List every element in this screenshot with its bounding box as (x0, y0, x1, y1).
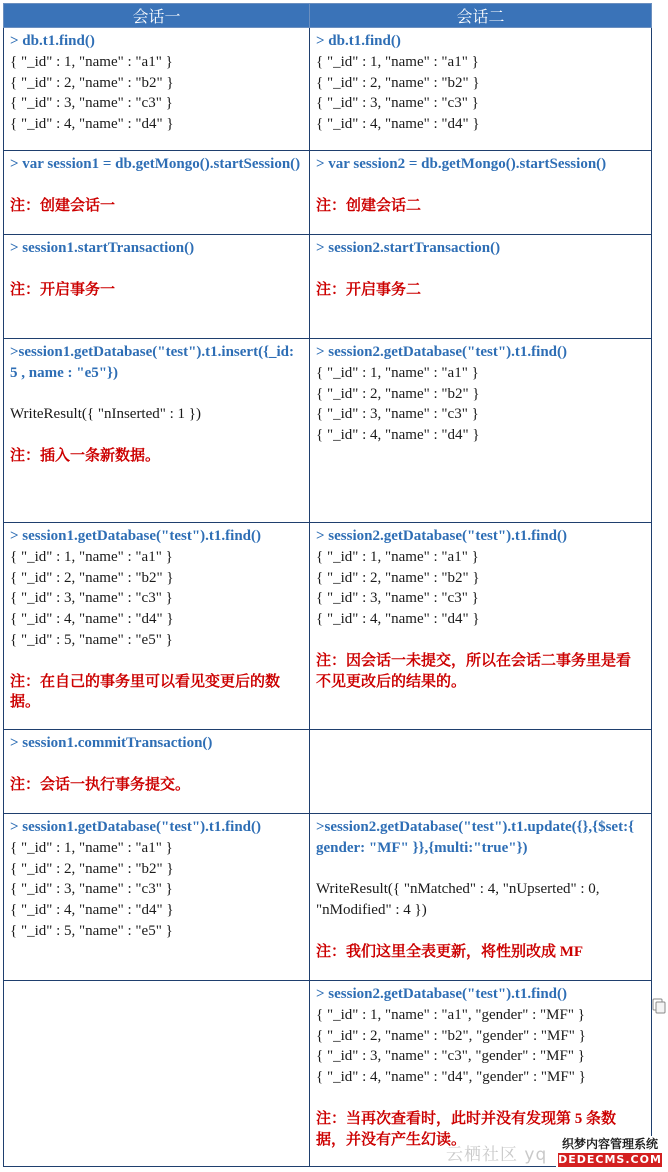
note-line: 注：当再次查看时，此时并没有发现第 5 条数据，并没有产生幻读。 (316, 1110, 617, 1148)
cell-session-two (310, 151, 652, 235)
output-line: { "_id" : 4, "name" : "d4" } (10, 116, 174, 133)
output-line: { "_id" : 5, "name" : "e5" } (10, 631, 173, 648)
output-line: { "_id" : 5, "name" : "e5" } (10, 922, 173, 939)
output-line: { "_id" : 1, "name" : "a1", "gender" : "MF" } (316, 1006, 585, 1023)
command-line: > var session2 = db.getMongo().startSession() (316, 156, 607, 172)
output-line: { "_id" : 1, "name" : "a1" } (10, 839, 173, 856)
command-line: > session2.startTransaction() (316, 240, 501, 256)
note-line: 注：开启事务一 (10, 281, 116, 298)
table-row (4, 235, 652, 339)
command-line: > var session1 = db.getMongo().startSession() (10, 156, 301, 172)
blank-line (10, 259, 303, 280)
command-line: > db.t1.find() (316, 33, 401, 49)
cell-session-one (4, 235, 310, 339)
cell-session-one (4, 981, 310, 1167)
output-line: { "_id" : 2, "name" : "b2" } (316, 385, 480, 402)
command-line: > session1.getDatabase("test").t1.find() (10, 819, 262, 835)
cell-session-one (4, 523, 310, 730)
logo-domain: DEDECMS.COM (558, 1153, 662, 1166)
output-line: WriteResult({ "nMatched" : 4, "nUpserted" : 0, "nModified" : 4 }) (316, 881, 604, 919)
blank-line (10, 754, 303, 775)
output-line: { "_id" : 4, "name" : "d4" } (316, 116, 480, 133)
note-line: 注：在自己的事务里可以看见变更后的数据。 (10, 673, 281, 711)
header-session-two: 会话二 (310, 4, 652, 28)
output-line: { "_id" : 3, "name" : "c3" } (316, 95, 479, 112)
output-line: { "_id" : 1, "name" : "a1" } (10, 548, 173, 565)
cell-session-one (4, 151, 310, 235)
cell-session-two (310, 730, 652, 814)
blank-line (10, 425, 303, 446)
table-row (4, 814, 652, 981)
transaction-comparison-table (3, 3, 652, 1167)
blank-line (316, 630, 645, 651)
output-line: { "_id" : 4, "name" : "d4", "gender" : "MF" } (316, 1069, 586, 1086)
output-line: { "_id" : 3, "name" : "c3" } (316, 590, 479, 607)
blank-line (316, 859, 645, 880)
cell-session-two (310, 523, 652, 730)
blank-line (316, 259, 645, 280)
output-line: { "_id" : 2, "name" : "b2", "gender" : "MF" } (316, 1027, 586, 1044)
command-line: > session2.getDatabase("test").t1.find() (316, 986, 568, 1002)
header-session-one: 会话一 (4, 4, 310, 28)
output-line: { "_id" : 3, "name" : "c3", "gender" : "MF" } (316, 1048, 585, 1065)
command-line: > db.t1.find() (10, 33, 95, 49)
note-line: 注：插入一条新数据。 (10, 447, 161, 464)
blank-line (316, 921, 645, 942)
output-line: { "_id" : 4, "name" : "d4" } (10, 611, 174, 628)
cell-session-one (4, 814, 310, 981)
note-line: 注：会话一执行事务提交。 (10, 776, 191, 793)
cell-session-two (310, 235, 652, 339)
output-line: { "_id" : 2, "name" : "b2" } (10, 74, 174, 91)
output-line: { "_id" : 1, "name" : "a1" } (316, 53, 479, 70)
cell-session-one (4, 28, 310, 151)
command-line: > session1.getDatabase("test").t1.find() (10, 528, 262, 544)
cell-session-one (4, 730, 310, 814)
output-line: { "_id" : 3, "name" : "c3" } (10, 590, 173, 607)
header-row (4, 4, 652, 28)
output-line: { "_id" : 3, "name" : "c3" } (10, 881, 173, 898)
dedecms-logo (556, 1136, 664, 1170)
blank-line (316, 175, 645, 196)
note-line: 注：创建会话二 (316, 197, 422, 214)
output-line: { "_id" : 3, "name" : "c3" } (316, 406, 479, 423)
note-line: 注：因会话一未提交，所以在会话二事务里是看不见更改后的结果的。 (316, 652, 632, 690)
output-line: { "_id" : 1, "name" : "a1" } (10, 53, 173, 70)
table-row (4, 339, 652, 523)
output-line: { "_id" : 1, "name" : "a1" } (316, 548, 479, 565)
table-row (4, 730, 652, 814)
cell-session-two (310, 814, 652, 981)
output-line: { "_id" : 1, "name" : "a1" } (316, 364, 479, 381)
note-line: 注：开启事务二 (316, 281, 422, 298)
blank-line (10, 651, 303, 672)
copy-icon[interactable] (652, 998, 666, 1014)
command-line: > session2.getDatabase("test").t1.find() (316, 344, 568, 360)
logo-title: 织梦内容管理系统 (561, 1137, 658, 1151)
output-line: { "_id" : 2, "name" : "b2" } (316, 569, 480, 586)
table-row (4, 28, 652, 151)
output-line: { "_id" : 4, "name" : "d4" } (10, 902, 174, 919)
command-line: > session1.startTransaction() (10, 240, 195, 256)
output-line: { "_id" : 2, "name" : "b2" } (10, 569, 174, 586)
command-line: > session1.commitTransaction() (10, 735, 213, 751)
output-line: { "_id" : 2, "name" : "b2" } (10, 860, 174, 877)
blank-line (10, 175, 303, 196)
blank-line (316, 1088, 645, 1109)
cell-session-two (310, 28, 652, 151)
table-row (4, 981, 652, 1167)
command-line: >session1.getDatabase("test").t1.insert({_id: 5 , name : "e5"}) (10, 344, 298, 381)
output-line: WriteResult({ "nInserted" : 1 }) (10, 406, 201, 423)
note-line: 注：我们这里全表更新，将性别改成 MF (316, 943, 584, 960)
watermark: 云栖社区 yq (446, 1145, 548, 1165)
output-line: { "_id" : 3, "name" : "c3" } (10, 95, 173, 112)
command-line: > session2.getDatabase("test").t1.find() (316, 528, 568, 544)
output-line: { "_id" : 2, "name" : "b2" } (316, 74, 480, 91)
output-line: { "_id" : 4, "name" : "d4" } (316, 427, 480, 444)
table-row (4, 151, 652, 235)
cell-session-one (4, 339, 310, 523)
command-line: >session2.getDatabase("test").t1.update({},{$set:{ gender: "MF" }},{multi:"true"}) (316, 819, 638, 856)
note-line: 注：创建会话一 (10, 197, 116, 214)
table-row (4, 523, 652, 730)
cell-session-two (310, 339, 652, 523)
output-line: { "_id" : 4, "name" : "d4" } (316, 611, 480, 628)
blank-line (10, 384, 303, 405)
